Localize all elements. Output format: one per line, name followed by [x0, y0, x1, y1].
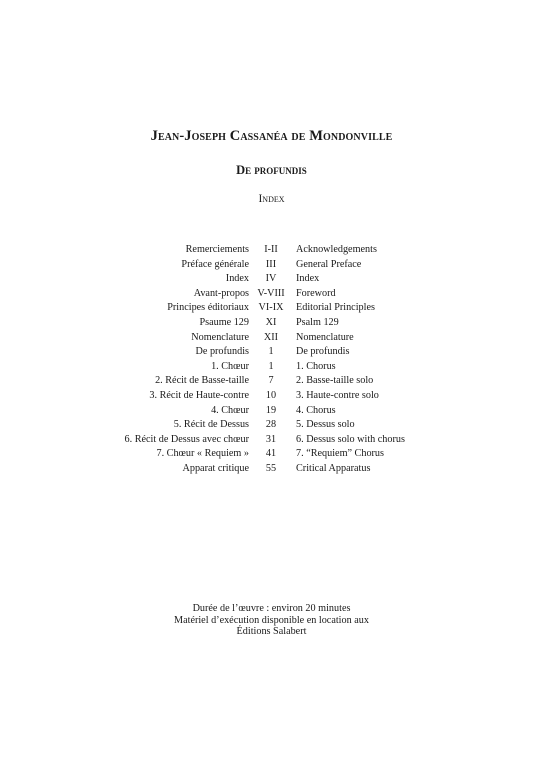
index-entry-page: IV	[265, 273, 277, 285]
index-entry-french: Nomenclature	[191, 331, 249, 343]
index-entry-page: 10	[265, 389, 277, 401]
index-entry-french: Psaume 129	[199, 316, 249, 328]
index-entry-english: Psalm 129	[296, 316, 339, 328]
composer-name: Jean-Joseph Cassanéa de Mondonville	[150, 128, 393, 144]
index-entry-english: Index	[296, 273, 320, 285]
index-entry-french: Apparat critique	[182, 462, 249, 474]
index-entry-french: Préface générale	[181, 258, 249, 270]
duration-note: Durée de l’œuvre : environ 20 minutes	[192, 603, 351, 614]
index-entry-english: 2. Basse-taille solo	[296, 375, 374, 387]
index-row	[0, 374, 543, 389]
index-row	[0, 389, 543, 404]
index-entry-english: Critical Apparatus	[296, 462, 371, 474]
index-entry-page: XI	[265, 316, 277, 328]
index-entry-page: XII	[263, 331, 279, 343]
index-entry-french: Remerciements	[185, 244, 249, 255]
index-row	[0, 258, 543, 273]
index-entry-page: V-VIII	[257, 287, 285, 299]
footer-note	[0, 603, 543, 638]
index-entry-french: Index	[225, 273, 249, 285]
rental-note: Matériel d’exécution disponible en location aux	[174, 614, 369, 626]
index-row	[0, 287, 543, 302]
index-heading: Index	[258, 193, 285, 205]
index-entry-page: 1	[268, 360, 274, 372]
publisher-name: Éditions Salabert	[236, 626, 307, 637]
index-row	[0, 272, 543, 287]
index-entry-french: De profundis	[195, 346, 249, 358]
index-row	[0, 301, 543, 316]
index-entry-english: Acknowledgements	[296, 244, 377, 255]
index-entry-page: 55	[265, 462, 277, 474]
index-entry-english: 6. Dessus solo with chorus	[296, 433, 405, 445]
index-entry-page: VI-IX	[258, 302, 284, 314]
index-entry-french: 4. Chœur	[211, 404, 249, 416]
index-entry-french: Principes éditoriaux	[167, 302, 249, 314]
index-entry-english: Foreword	[296, 287, 336, 299]
index-entry-page: I-II	[264, 244, 278, 255]
index-entry-french: Avant-propos	[193, 287, 249, 299]
index-entry-french: 6. Récit de Dessus avec chœur	[124, 433, 249, 445]
index-entry-page: 19	[265, 404, 277, 416]
index-entry-french: 3. Récit de Haute-contre	[149, 389, 249, 401]
work-title: De profundis	[236, 163, 307, 177]
index-table	[0, 243, 543, 477]
index-entry-english: 5. Dessus solo	[296, 419, 355, 431]
index-row	[0, 360, 543, 375]
index-entry-english: 7. “Requiem” Chorus	[296, 448, 384, 460]
index-entry-page: 31	[265, 433, 277, 445]
index-row	[0, 243, 543, 258]
index-row	[0, 345, 543, 360]
index-entry-page: 28	[265, 419, 277, 431]
index-entry-english: De profundis	[296, 346, 350, 358]
index-entry-english: Nomenclature	[296, 331, 354, 343]
index-entry-english: 3. Haute-contre solo	[296, 389, 379, 401]
index-entry-french: 7. Chœur « Requiem »	[156, 448, 249, 460]
index-row	[0, 418, 543, 433]
index-entry-english: 1. Chorus	[296, 360, 336, 372]
index-entry-english: Editorial Principles	[296, 302, 375, 314]
index-row	[0, 462, 543, 477]
index-entry-english: 4. Chorus	[296, 404, 336, 416]
index-entry-page: III	[265, 258, 277, 270]
index-entry-page: 41	[265, 448, 277, 460]
index-entry-french: 2. Récit de Basse-taille	[155, 375, 249, 387]
index-entry-page: 1	[268, 346, 274, 358]
index-entry-page: 7	[268, 375, 274, 387]
index-entry-french: 5. Récit de Dessus	[173, 419, 249, 431]
index-row	[0, 433, 543, 448]
index-entry-french: 1. Chœur	[211, 360, 249, 372]
index-row	[0, 331, 543, 346]
index-row	[0, 404, 543, 419]
index-entry-english: General Preface	[296, 258, 362, 270]
index-row	[0, 447, 543, 462]
index-row	[0, 316, 543, 331]
